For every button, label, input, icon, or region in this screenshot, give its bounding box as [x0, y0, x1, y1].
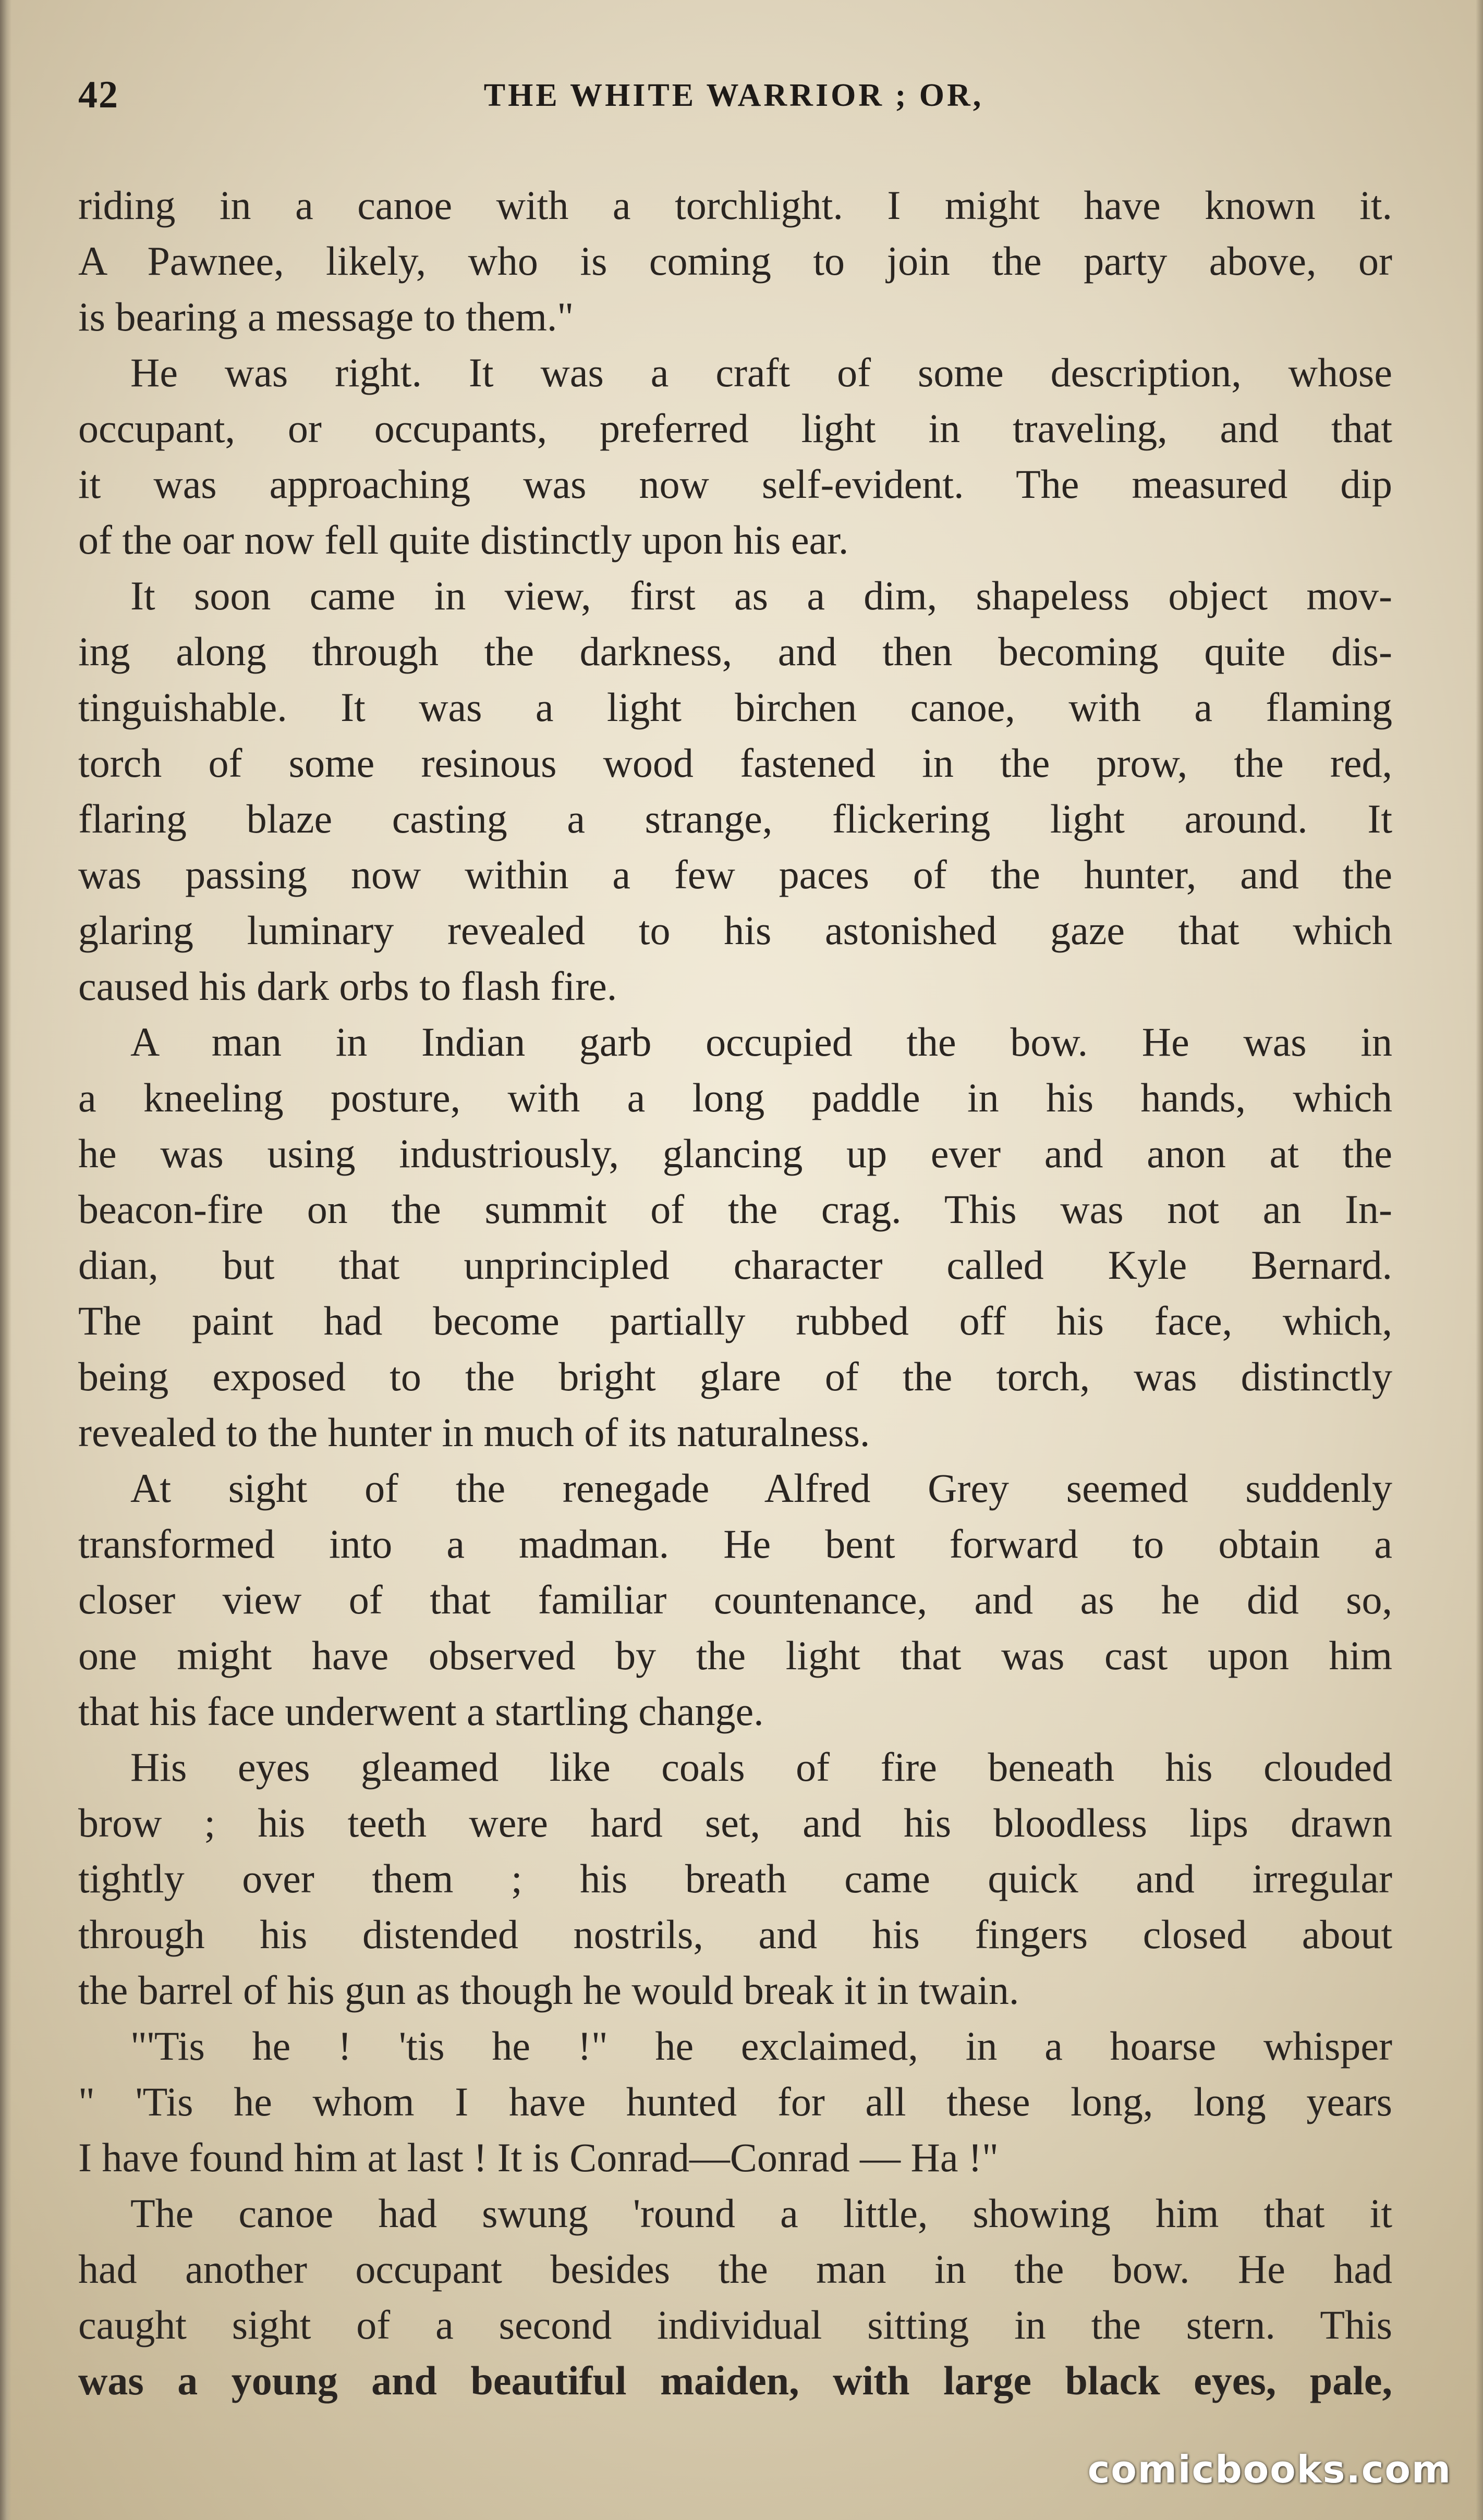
text-line: revealed to the hunter in much of its naturalness. — [78, 1410, 870, 1455]
text-line: beacon-fire on the summit of the crag. This was not an In- — [78, 1186, 1392, 1232]
text-line: was passing now within a few paces of the hunter, and the — [78, 852, 1392, 897]
text-line: A Pawnee, likely, who is coming to join the party above, or — [78, 238, 1392, 284]
page-header — [78, 73, 1389, 130]
text-line: ing along through the darkness, and then becoming quite dis- — [78, 629, 1392, 674]
text-line: riding in a canoe with a torchlight. I might have known it. — [78, 182, 1392, 228]
text-line: it was approaching was now self-evident. The measured dip — [78, 461, 1392, 507]
text-line: brow ; his teeth were hard set, and his bloodless lips drawn — [78, 1800, 1392, 1845]
text-line: he was using industriously, glancing up ever and anon at the — [78, 1131, 1392, 1176]
text-line: a kneeling posture, with a long paddle in his hands, which — [78, 1075, 1392, 1120]
body-text — [78, 177, 1392, 2408]
text-line: "'Tis he ! 'tis he !" he exclaimed, in a hoarse whisper — [130, 2023, 1392, 2069]
watermark: comicbooks.com — [1087, 2448, 1452, 2491]
text-line: through his distended nostrils, and his fingers closed about — [78, 1912, 1392, 1957]
text-line: " 'Tis he whom I have hunted for all these long, long years — [78, 2079, 1392, 2124]
text-line: was a young and beautiful maiden, with large black eyes, pale, — [78, 2358, 1392, 2403]
text-line: torch of some resinous wood fastened in the prow, the red, — [78, 740, 1392, 786]
text-line: caught sight of a second individual sitting in the stern. This — [78, 2302, 1392, 2347]
text-line: glaring luminary revealed to his astonished gaze that which — [78, 908, 1392, 953]
text-line: I have found him at last ! It is Conrad—Conrad — Ha !" — [78, 2135, 999, 2180]
text-line: He was right. It was a craft of some description, whose — [130, 350, 1392, 395]
text-line: dian, but that unprincipled character called Kyle Bernard. — [78, 1242, 1392, 1288]
page-left-edge — [0, 0, 11, 2520]
text-line: of the oar now fell quite distinctly upon his ear. — [78, 517, 849, 562]
text-line: the barrel of his gun as though he would break it in twain. — [78, 1967, 1019, 2013]
text-line: tightly over them ; his breath came quick and irregular — [78, 1856, 1392, 1901]
text-line: had another occupant besides the man in the bow. He had — [78, 2246, 1392, 2292]
text-line: tinguishable. It was a light birchen canoe, with a flaming — [78, 684, 1392, 730]
text-line: is bearing a message to them." — [78, 294, 574, 339]
text-line: being exposed to the bright glare of the torch, was distinctly — [78, 1354, 1392, 1399]
text-line: transformed into a madman. He bent forward to obtain a — [78, 1521, 1392, 1567]
text-line: flaring blaze casting a strange, flickering light around. It — [78, 796, 1392, 841]
running-head: THE WHITE WARRIOR ; OR, — [483, 78, 984, 113]
text-line: that his face underwent a startling change. — [78, 1689, 764, 1734]
text-line: At sight of the renegade Alfred Grey seemed suddenly — [130, 1465, 1392, 1511]
text-line: caused his dark orbs to flash fire. — [78, 963, 617, 1009]
text-line: A man in Indian garb occupied the bow. He was in — [130, 1019, 1392, 1065]
text-line: closer view of that familiar countenance, and as he did so, — [78, 1577, 1392, 1622]
text-line: one might have observed by the light that was cast upon him — [78, 1633, 1392, 1678]
page-number: 42 — [78, 74, 119, 116]
text-line: It soon came in view, first as a dim, shapeless object mov- — [130, 573, 1392, 618]
page-right-edge — [1476, 0, 1483, 2520]
text-line: The paint had become partially rubbed off his face, which, — [78, 1298, 1392, 1343]
text-line: occupant, or occupants, preferred light in traveling, and that — [78, 406, 1392, 451]
text-line: His eyes gleamed like coals of fire beneath his clouded — [130, 1744, 1392, 1790]
text-line: The canoe had swung 'round a little, showing him that it — [130, 2191, 1392, 2236]
